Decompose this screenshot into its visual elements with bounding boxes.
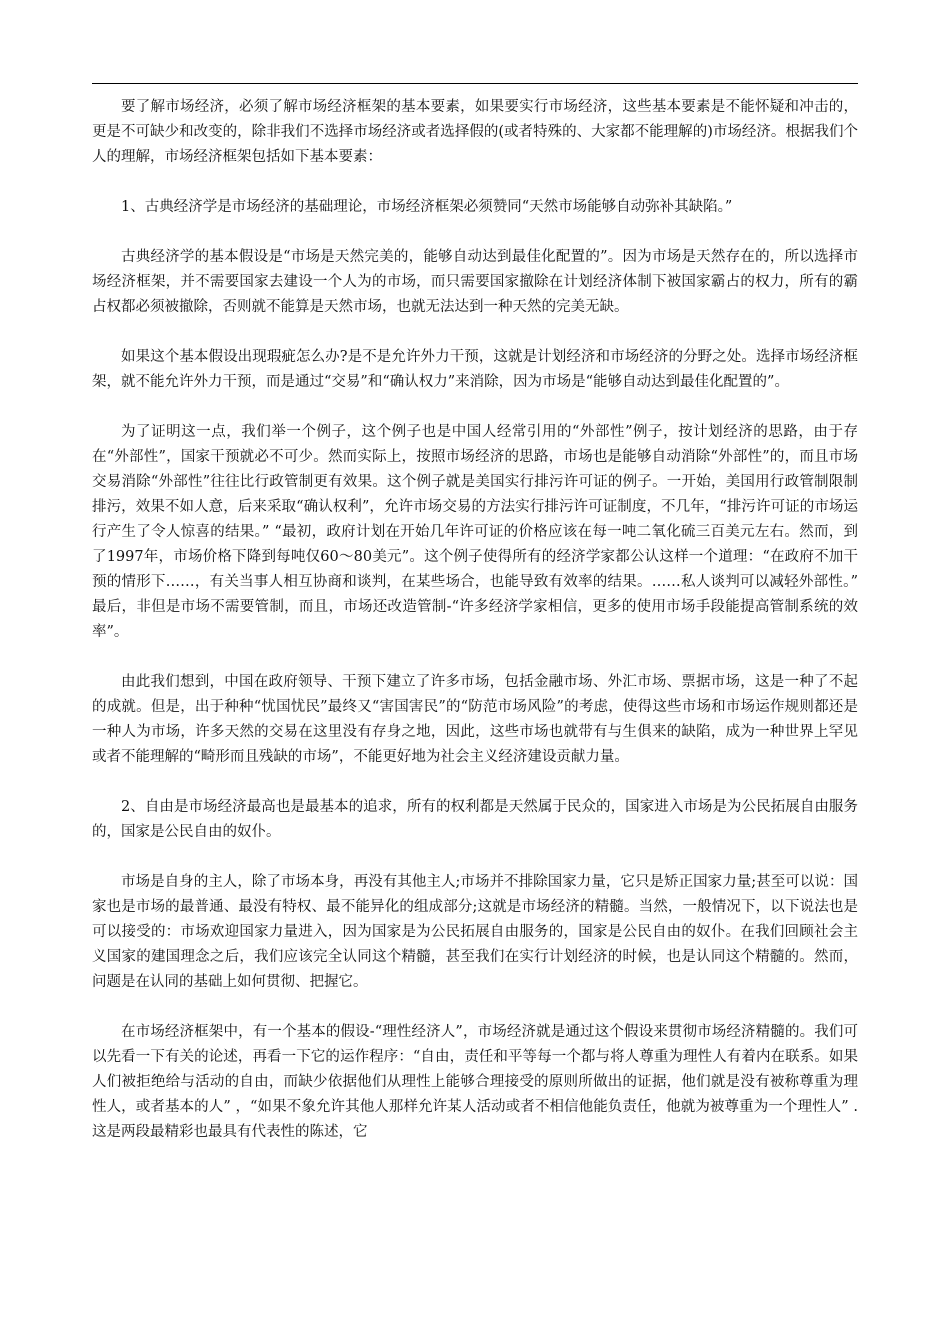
paragraph-flaw-question: 如果这个基本假设出现瑕疵怎么办?是不是允许外力干预，这就是计划经济和市场经济的分野之处。选择市场经济框架，就不能允许外力干预，而是通过“交易”和“确认权力”来消除，因为市场是“能够自动达到最佳化配置的”。 <box>92 349 858 390</box>
paragraph-intro: 要了解市场经济，必须了解市场经济框架的基本要素，如果要实行市场经济，这些基本要素是不能怀疑和冲击的，更是不可缺少和改变的，除非我们不选择市场经济或者选择假的(或者特殊的、大家都不能理解的)市场经济。根据我们个人的理解，市场经济框架包括如下基本要素： <box>92 99 858 165</box>
paragraph-china-markets: 由此我们想到，中国在政府领导、干预下建立了许多市场，包括金融市场、外汇市场、票据市场，这是一种了不起的成就。但是，出于种种“忧国忧民”最终又“害国害民”的“防范市场风险”的考虑，使得这些市场和市场运作规则都还是一种人为市场，许多天然的交易在这里没有存身之地，因此，这些市场也就带有与生俱来的缺陷，成为一种世界上罕见或者不能理解的“畸形而且残缺的市场”，不能更好地为社会主义经济建设贡献力量。 <box>92 674 858 765</box>
paragraph-classical-assumption: 古典经济学的基本假设是“市场是天然完美的，能够自动达到最佳化配置的”。因为市场是天然存在的，所以选择市场经济框架，并不需要国家去建设一个人为的市场，而只需要国家撤除在计划经济体制下被国家霸占的权力，所有的霸占权都必须被撤除，否则就不能算是天然市场，也就无法达到一种天然的完美无缺。 <box>92 249 858 315</box>
header-rule <box>92 83 858 84</box>
paragraph-market-master: 市场是自身的主人，除了市场本身，再没有其他主人;市场并不排除国家力量，它只是矫正国家力量;甚至可以说：国家也是市场的最普通、最没有特权、最不能异化的组成部分;这就是市场经济的精髓。当然，一般情况下，以下说法也是可以接受的：市场欢迎国家力量进入，因为国家是为公民拓展自由服务的，国家是公民自由的奴仆。在我们回顾社会主义国家的建国理念之后，我们应该完全认同这个精髓，甚至我们在实行计划经济的时候，也是认同这个精髓的。然而，问题是在认同的基础上如何贯彻、把握它。 <box>92 874 858 990</box>
document-body <box>92 95 858 1170</box>
paragraph-point-2: 2、自由是市场经济最高也是最基本的追求，所有的权利都是天然属于民众的，国家进入市场是为公民拓展自由服务的，国家是公民自由的奴仆。 <box>92 799 858 840</box>
paragraph-rational-man: 在市场经济框架中，有一个基本的假设-“理性经济人”，市场经济就是通过这个假设来贯彻市场经济精髓的。我们可以先看一下有关的论述，再看一下它的运作程序：“自由，责任和平等每一个都与将人尊重为理性人有着内在联系。如果人们被拒绝给与活动的自由，而缺少依据他们从理性上能够合理接受的原则所做出的证据，他们就是没有被称尊重为理性人，或者基本的人” ，“如果不象允许其他人那样允许某人活动或者不相信他能负责任，他就为被尊重为一个理性人” .这是两段最精彩也最具有代表性的陈述，它 <box>92 1024 858 1140</box>
paragraph-externality-example: 为了证明这一点，我们举一个例子，这个例子也是中国人经常引用的“外部性”例子，按计划经济的思路，由于存在“外部性”，国家干预就必不可少。然而实际上，按照市场经济的思路，市场也是能够自动消除“外部性”的，而且市场交易消除“外部性”往往比行政管制更有效果。这个例子就是美国实行排污许可证的例子。一开始，美国用行政管制限制排污，效果不如人意，后来采取“确认权利”，允许市场交易的方法实行排污许可证制度，不几年，“排污许可证的市场运行产生了令人惊喜的结果。” “最初，政府计划在开始几年许可证的价格应该在每一吨二氧化硫三百美元左右。然而，到了1997年，市场价格下降到每吨仅60～80美元”。这个例子使得所有的经济学家都公认这样一个道理：“在政府不加干预的情形下……，有关当事人相互协商和谈判，在某些场合，也能导致有效率的结果。……私人谈判可以减轻外部性。” 最后，非但是市场不需要管制，而且，市场还改造管制-“许多经济学家相信，更多的使用市场手段能提高管制系统的效率”。 <box>92 424 858 640</box>
paragraph-point-1: 1、古典经济学是市场经济的基础理论，市场经济框架必须赞同“天然市场能够自动弥补其缺陷。” <box>121 199 733 215</box>
